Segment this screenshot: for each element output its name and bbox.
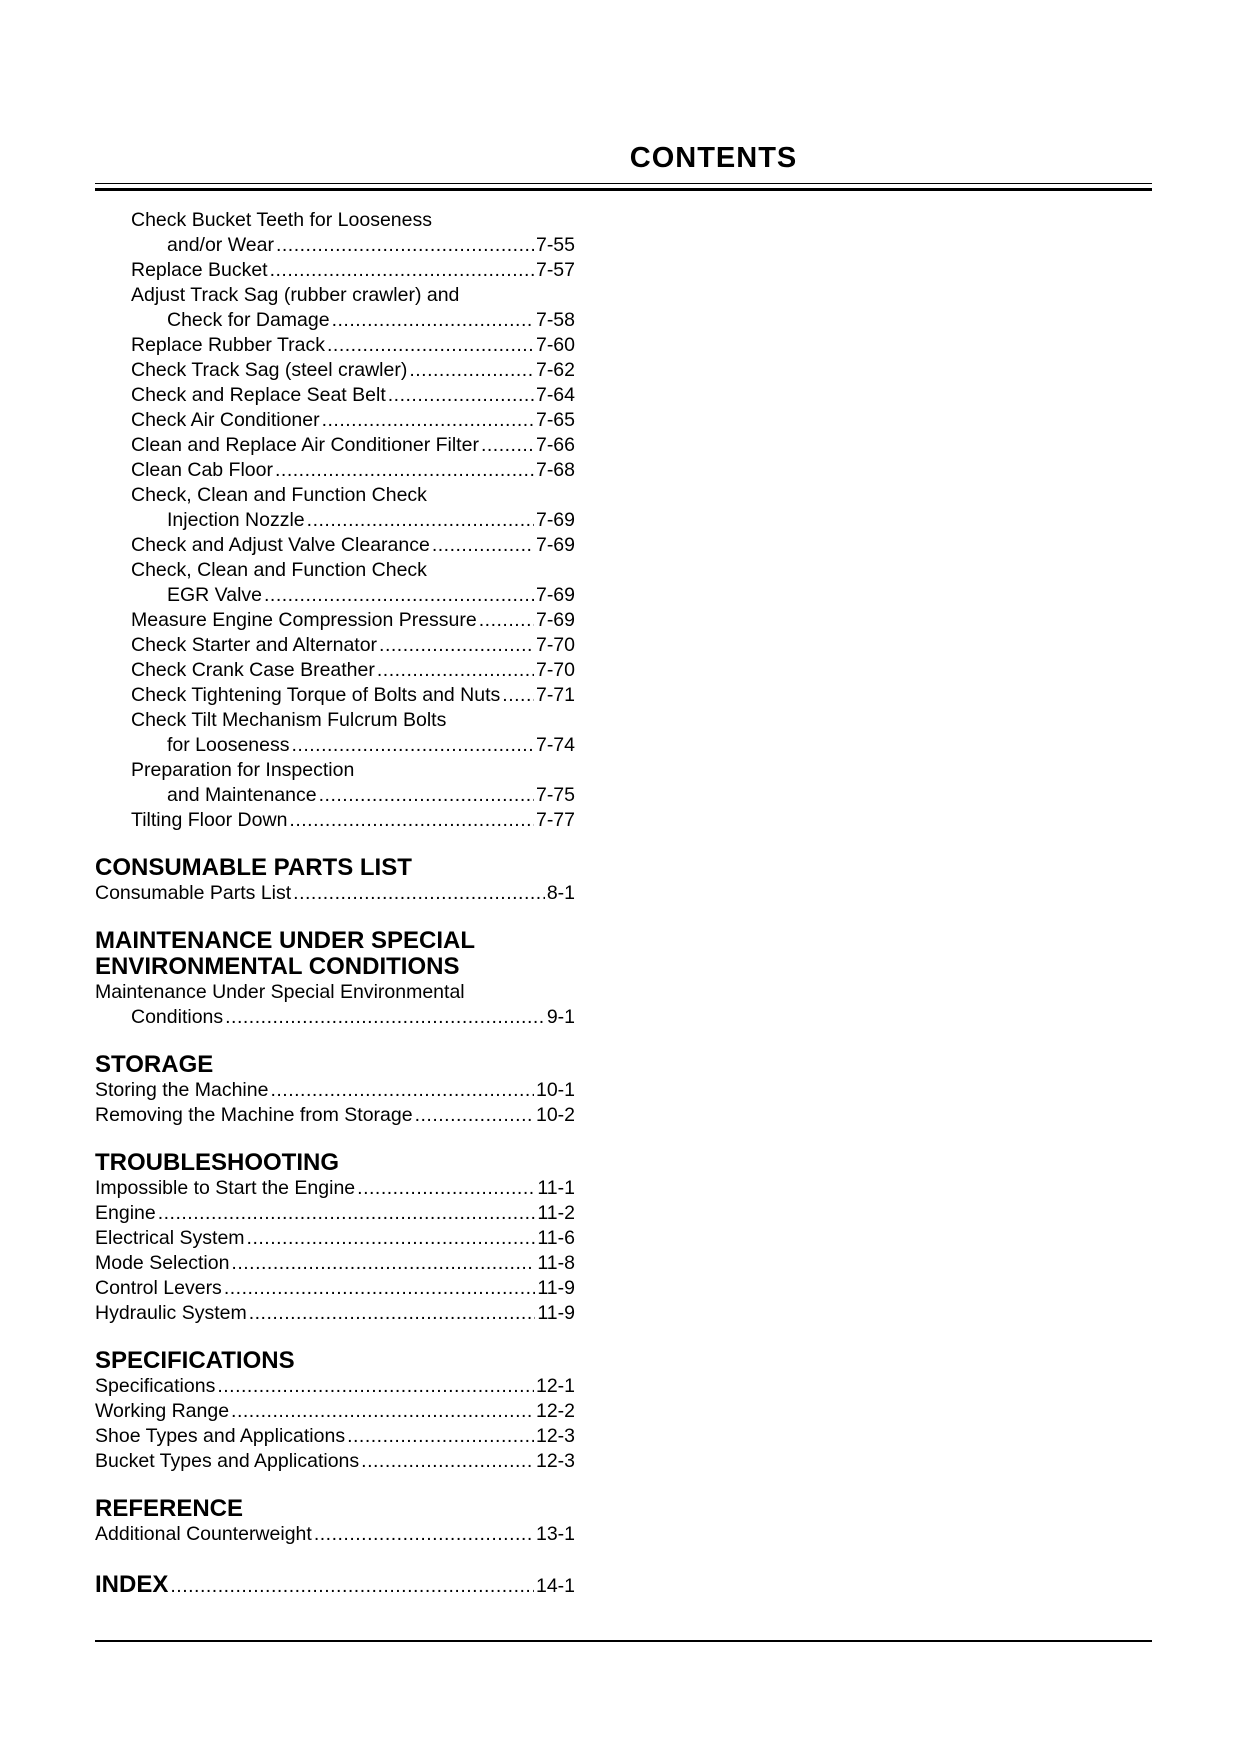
toc-entry-title: Clean Cab Floor bbox=[131, 459, 273, 481]
toc-entry[interactable] bbox=[95, 633, 575, 658]
toc-entry[interactable] bbox=[95, 1522, 575, 1547]
dot-leader bbox=[170, 1575, 534, 1598]
toc-entry[interactable] bbox=[95, 1226, 575, 1251]
toc-entry[interactable] bbox=[95, 683, 575, 708]
dot-leader bbox=[225, 1005, 545, 1030]
toc-entry-title: Engine bbox=[95, 1202, 156, 1224]
toc-page-number: 7-68 bbox=[535, 459, 575, 481]
toc-entry-title: Check Air Conditioner bbox=[131, 409, 320, 431]
toc-page-number: 7-74 bbox=[535, 734, 575, 756]
toc-entry-title: Removing the Machine from Storage bbox=[95, 1104, 413, 1126]
toc-page-number: 12-3 bbox=[535, 1425, 575, 1447]
dot-leader bbox=[264, 583, 534, 608]
toc-entry[interactable] bbox=[95, 1078, 575, 1103]
toc-page-number: 12-2 bbox=[535, 1400, 575, 1422]
toc-entry[interactable] bbox=[95, 1276, 575, 1301]
toc-entry-title: Check and Adjust Valve Clearance bbox=[131, 534, 430, 556]
toc-page-number: 7-77 bbox=[535, 809, 575, 831]
toc-entry[interactable] bbox=[95, 208, 575, 258]
toc-entry[interactable] bbox=[95, 881, 575, 906]
dot-leader bbox=[479, 608, 534, 633]
toc-entry[interactable] bbox=[95, 483, 575, 533]
toc-entry-title: Bucket Types and Applications bbox=[95, 1450, 360, 1472]
toc-page-number: 10-1 bbox=[535, 1079, 575, 1101]
toc-entry[interactable] bbox=[95, 758, 575, 808]
toc-section bbox=[95, 1496, 575, 1547]
dot-leader bbox=[289, 808, 534, 833]
toc-entry-title: Additional Counterweight bbox=[95, 1523, 312, 1545]
toc-section bbox=[95, 1348, 575, 1474]
toc-page-number: 11-8 bbox=[537, 1252, 575, 1274]
toc-entry-title: Consumable Parts List bbox=[95, 882, 292, 904]
toc-page-number: 11-1 bbox=[537, 1177, 575, 1199]
toc-entry[interactable] bbox=[95, 1176, 575, 1201]
toc-page-number: 7-75 bbox=[535, 784, 575, 806]
toc-page-number: 7-60 bbox=[535, 334, 575, 356]
toc-page-number: 7-58 bbox=[535, 309, 575, 331]
section-heading[interactable]: STORAGE bbox=[95, 1051, 214, 1078]
dot-leader bbox=[249, 1301, 536, 1326]
page-title: CONTENTS bbox=[629, 142, 798, 174]
toc-page-number: 9-1 bbox=[546, 1006, 575, 1028]
dot-leader bbox=[307, 508, 534, 533]
toc-page-number: 12-1 bbox=[535, 1375, 575, 1397]
toc-page-number: 11-9 bbox=[537, 1277, 575, 1299]
toc-page-number: 12-3 bbox=[535, 1450, 575, 1472]
toc-entry-title: Maintenance Under Special Environmental bbox=[95, 981, 465, 1003]
dot-leader bbox=[415, 1103, 534, 1128]
dot-leader bbox=[270, 1078, 534, 1103]
dot-leader bbox=[361, 1449, 534, 1474]
toc-entry-title: Shoe Types and Applications bbox=[95, 1425, 346, 1447]
toc-sections bbox=[95, 855, 575, 1547]
toc-entry[interactable] bbox=[95, 383, 575, 408]
toc-entry-title: Check, Clean and Function Check bbox=[131, 484, 427, 506]
toc-entry-title: Storing the Machine bbox=[95, 1079, 269, 1101]
toc-entry-title: Check Tightening Torque of Bolts and Nuts bbox=[131, 684, 501, 706]
toc-entry-title: Conditions bbox=[131, 1006, 224, 1028]
toc-entry-title: Mode Selection bbox=[95, 1252, 230, 1274]
toc-entry-title: and/or Wear bbox=[167, 234, 274, 256]
toc-entry-title: Check Track Sag (steel crawler) bbox=[131, 359, 408, 381]
toc-page-number: 11-9 bbox=[537, 1302, 575, 1324]
toc-entry-title: Check Starter and Alternator bbox=[131, 634, 378, 656]
toc-entry-title: Preparation for Inspection bbox=[131, 759, 355, 781]
toc-entry[interactable] bbox=[95, 608, 575, 633]
toc-entry-title: Injection Nozzle bbox=[167, 509, 305, 531]
toc-entry[interactable] bbox=[95, 533, 575, 558]
section-heading[interactable]: REFERENCE bbox=[95, 1495, 244, 1522]
toc-page-number: 7-69 bbox=[535, 609, 575, 631]
toc-entry[interactable] bbox=[95, 1103, 575, 1128]
toc-entry-title: Check, Clean and Function Check bbox=[131, 559, 427, 581]
toc-entry[interactable] bbox=[95, 1424, 575, 1449]
toc-entry-title: Hydraulic System bbox=[95, 1302, 247, 1324]
toc-entry[interactable] bbox=[95, 1374, 575, 1399]
dot-leader bbox=[432, 533, 534, 558]
toc-page-number: 7-70 bbox=[535, 634, 575, 656]
toc-page-number: 7-69 bbox=[535, 584, 575, 606]
toc-entry-title: and Maintenance bbox=[167, 784, 317, 806]
toc-entry[interactable] bbox=[95, 1201, 575, 1226]
dot-leader bbox=[275, 458, 534, 483]
dot-leader bbox=[158, 1201, 536, 1226]
toc-entry-title: Impossible to Start the Engine bbox=[95, 1177, 356, 1199]
table-of-contents bbox=[95, 208, 575, 1599]
toc-entry-title: Adjust Track Sag (rubber crawler) and bbox=[131, 284, 460, 306]
toc-page-number: 7-70 bbox=[535, 659, 575, 681]
dot-leader bbox=[322, 408, 534, 433]
dot-leader bbox=[409, 358, 534, 383]
toc-entry[interactable] bbox=[95, 1449, 575, 1474]
toc-entry[interactable] bbox=[95, 1399, 575, 1424]
toc-entry[interactable] bbox=[95, 1251, 575, 1276]
toc-entry-title: EGR Valve bbox=[167, 584, 263, 606]
bottom-rule bbox=[95, 1640, 1152, 1642]
toc-entry[interactable] bbox=[95, 258, 575, 283]
dot-leader bbox=[292, 733, 534, 758]
dot-leader bbox=[231, 1399, 534, 1424]
dot-leader bbox=[347, 1424, 534, 1449]
toc-entry[interactable] bbox=[95, 458, 575, 483]
toc-entry[interactable] bbox=[95, 1301, 575, 1326]
toc-entry[interactable] bbox=[95, 708, 575, 758]
toc-page-number: 8-1 bbox=[546, 882, 575, 904]
toc-entry-title: Measure Engine Compression Pressure bbox=[131, 609, 477, 631]
dot-leader bbox=[502, 683, 534, 708]
toc-page-number: 11-6 bbox=[537, 1227, 575, 1249]
toc-index-label: INDEX bbox=[95, 1571, 169, 1598]
toc-page-number: 7-62 bbox=[535, 359, 575, 381]
toc-page-number: 13-1 bbox=[535, 1523, 575, 1545]
toc-page-number: 14-1 bbox=[535, 1575, 575, 1597]
toc-entry-title: for Looseness bbox=[167, 734, 290, 756]
toc-page-number: 7-71 bbox=[535, 684, 575, 706]
toc-entry-title: Replace Bucket bbox=[131, 259, 268, 281]
top-rule bbox=[95, 183, 1152, 191]
toc-entry[interactable] bbox=[95, 433, 575, 458]
dot-leader bbox=[224, 1276, 536, 1301]
dot-leader bbox=[357, 1176, 535, 1201]
section-heading[interactable]: ENVIRONMENTAL CONDITIONS bbox=[95, 953, 460, 980]
dot-leader bbox=[217, 1374, 534, 1399]
dot-leader bbox=[379, 633, 534, 658]
toc-entry[interactable] bbox=[95, 808, 575, 833]
toc-entry-title: Check Bucket Teeth for Looseness bbox=[131, 209, 432, 231]
toc-entry-title: Check for Damage bbox=[167, 309, 330, 331]
toc-section bbox=[95, 928, 575, 1030]
toc-index-entry[interactable] bbox=[95, 1571, 575, 1599]
toc-entry[interactable] bbox=[95, 658, 575, 683]
dot-leader bbox=[319, 783, 534, 808]
toc-entry-title: Clean and Replace Air Conditioner Filter bbox=[131, 434, 479, 456]
dot-leader bbox=[377, 658, 534, 683]
toc-page-number: 7-69 bbox=[535, 509, 575, 531]
dot-leader bbox=[332, 308, 534, 333]
section-heading[interactable]: SPECIFICATIONS bbox=[95, 1347, 295, 1374]
toc-page-number: 7-66 bbox=[535, 434, 575, 456]
toc-entry[interactable] bbox=[95, 980, 575, 1030]
toc-entry-title: Tilting Floor Down bbox=[131, 809, 288, 831]
continued-entries bbox=[95, 208, 575, 833]
toc-entry-title: Control Levers bbox=[95, 1277, 222, 1299]
section-heading[interactable]: MAINTENANCE UNDER SPECIAL bbox=[95, 927, 476, 954]
dot-leader bbox=[293, 881, 545, 906]
toc-page-number: 7-55 bbox=[535, 234, 575, 256]
dot-leader bbox=[327, 333, 534, 358]
toc-page-number: 7-57 bbox=[535, 259, 575, 281]
toc-page-number: 7-64 bbox=[535, 384, 575, 406]
toc-entry-title: Electrical System bbox=[95, 1227, 245, 1249]
toc-entry-title: Specifications bbox=[95, 1375, 216, 1397]
section-heading[interactable]: TROUBLESHOOTING bbox=[95, 1149, 339, 1176]
toc-entry-title: Check Tilt Mechanism Fulcrum Bolts bbox=[131, 709, 447, 731]
toc-section bbox=[95, 1150, 575, 1326]
dot-leader bbox=[388, 383, 534, 408]
toc-page-number: 11-2 bbox=[537, 1202, 575, 1224]
toc-entry-title: Replace Rubber Track bbox=[131, 334, 326, 356]
toc-page-number: 10-2 bbox=[535, 1104, 575, 1126]
toc-page-number: 7-69 bbox=[535, 534, 575, 556]
dot-leader bbox=[276, 233, 534, 258]
toc-entry[interactable] bbox=[95, 408, 575, 433]
section-heading[interactable]: CONSUMABLE PARTS LIST bbox=[95, 854, 412, 881]
dot-leader bbox=[270, 258, 534, 283]
toc-entry[interactable] bbox=[95, 283, 575, 333]
toc-entry[interactable] bbox=[95, 558, 575, 608]
dot-leader bbox=[247, 1226, 536, 1251]
toc-entry[interactable] bbox=[95, 358, 575, 383]
toc-section bbox=[95, 855, 575, 906]
toc-entry-title: Check Crank Case Breather bbox=[131, 659, 375, 681]
toc-entry[interactable] bbox=[95, 333, 575, 358]
dot-leader bbox=[481, 433, 534, 458]
toc-entry-title: Check and Replace Seat Belt bbox=[131, 384, 386, 406]
toc-section bbox=[95, 1052, 575, 1128]
toc-entry-title: Working Range bbox=[95, 1400, 230, 1422]
toc-page-number: 7-65 bbox=[535, 409, 575, 431]
dot-leader bbox=[231, 1251, 535, 1276]
dot-leader bbox=[314, 1522, 534, 1547]
